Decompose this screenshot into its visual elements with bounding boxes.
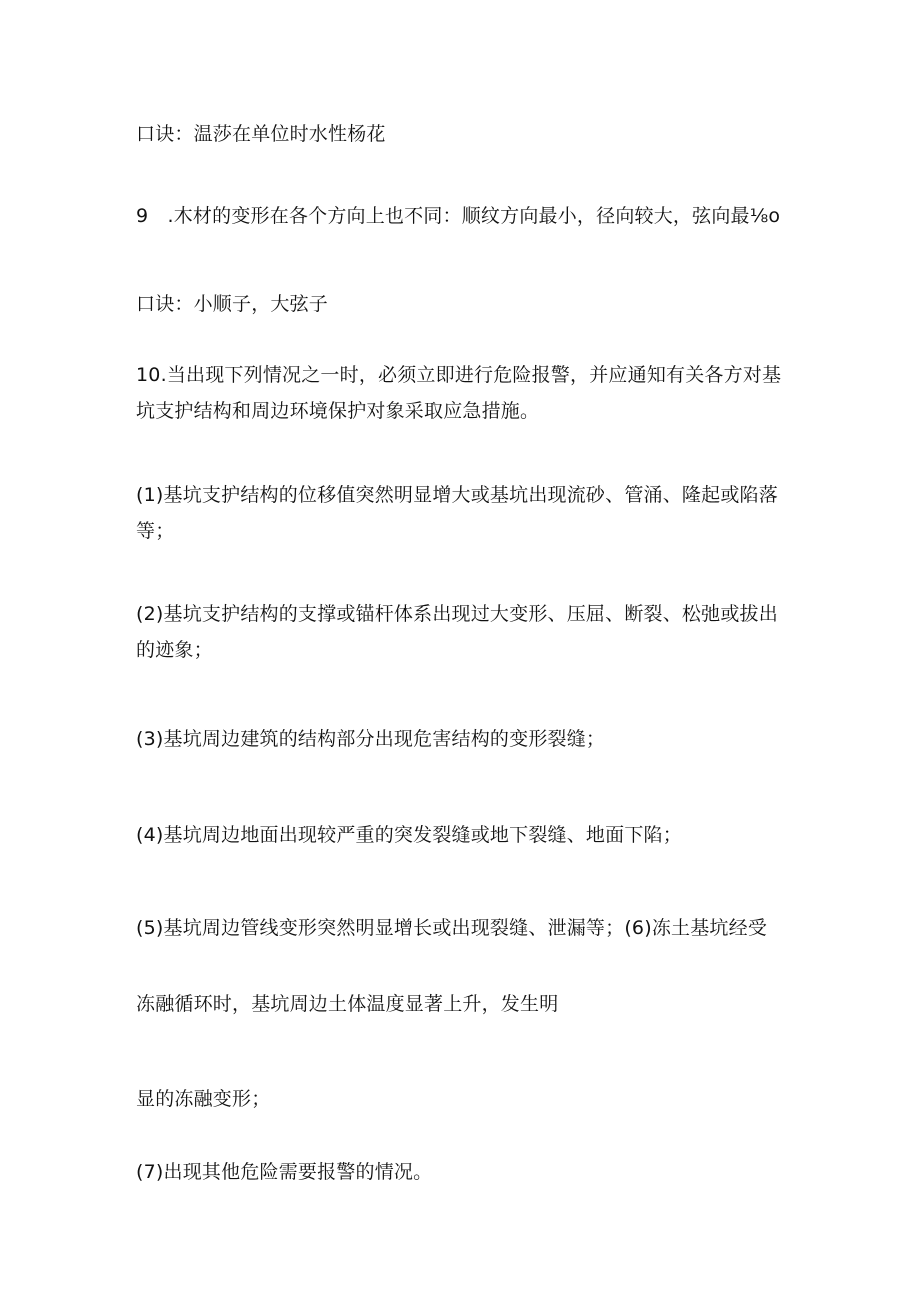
condition-6-line-3: 显的冻融变形； [136, 1088, 271, 1110]
item-10-paragraph: 10.当出现下列情况之一时，必须立即进行危险报警，并应通知有关各方对基坑支护结构和周边环境保护对象采取应急措施。 [136, 364, 782, 422]
item-9-text: 9 .木材的变形在各个方向上也不同：顺纹方向最小，径向较大，弦向最⅛o [136, 205, 781, 227]
condition-7-text: (7)出现其他危险需要报警的情况。 [136, 1161, 433, 1183]
condition-5-6-line-1: (5)基坑周边管线变形突然明显增长或出现裂缝、泄漏等；(6)冻土基坑经受 [136, 917, 768, 939]
condition-3-text: (3)基坑周边建筑的结构部分出现危害结构的变形裂缝； [136, 728, 606, 750]
mnemonic-line-1: 口诀：温莎在单位时水性杨花 [136, 123, 386, 145]
mnemonic-line-2: 口诀：小顺子，大弦子 [136, 293, 329, 315]
condition-1-paragraph: (1)基坑支护结构的位移值突然明显增大或基坑出现流砂、管涌、隆起或陷落等； [136, 484, 778, 542]
condition-4-text: (4)基坑周边地面出现较严重的突发裂缝或地下裂缝、地面下陷； [136, 824, 682, 846]
condition-6-line-2: 冻融循环时，基坑周边土体温度显著上升，发生明 [136, 993, 559, 1015]
condition-2-paragraph: (2)基坑支护结构的支撑或锚杆体系出现过大变形、压屈、断裂、松弛或拔出的迹象； [136, 603, 778, 661]
